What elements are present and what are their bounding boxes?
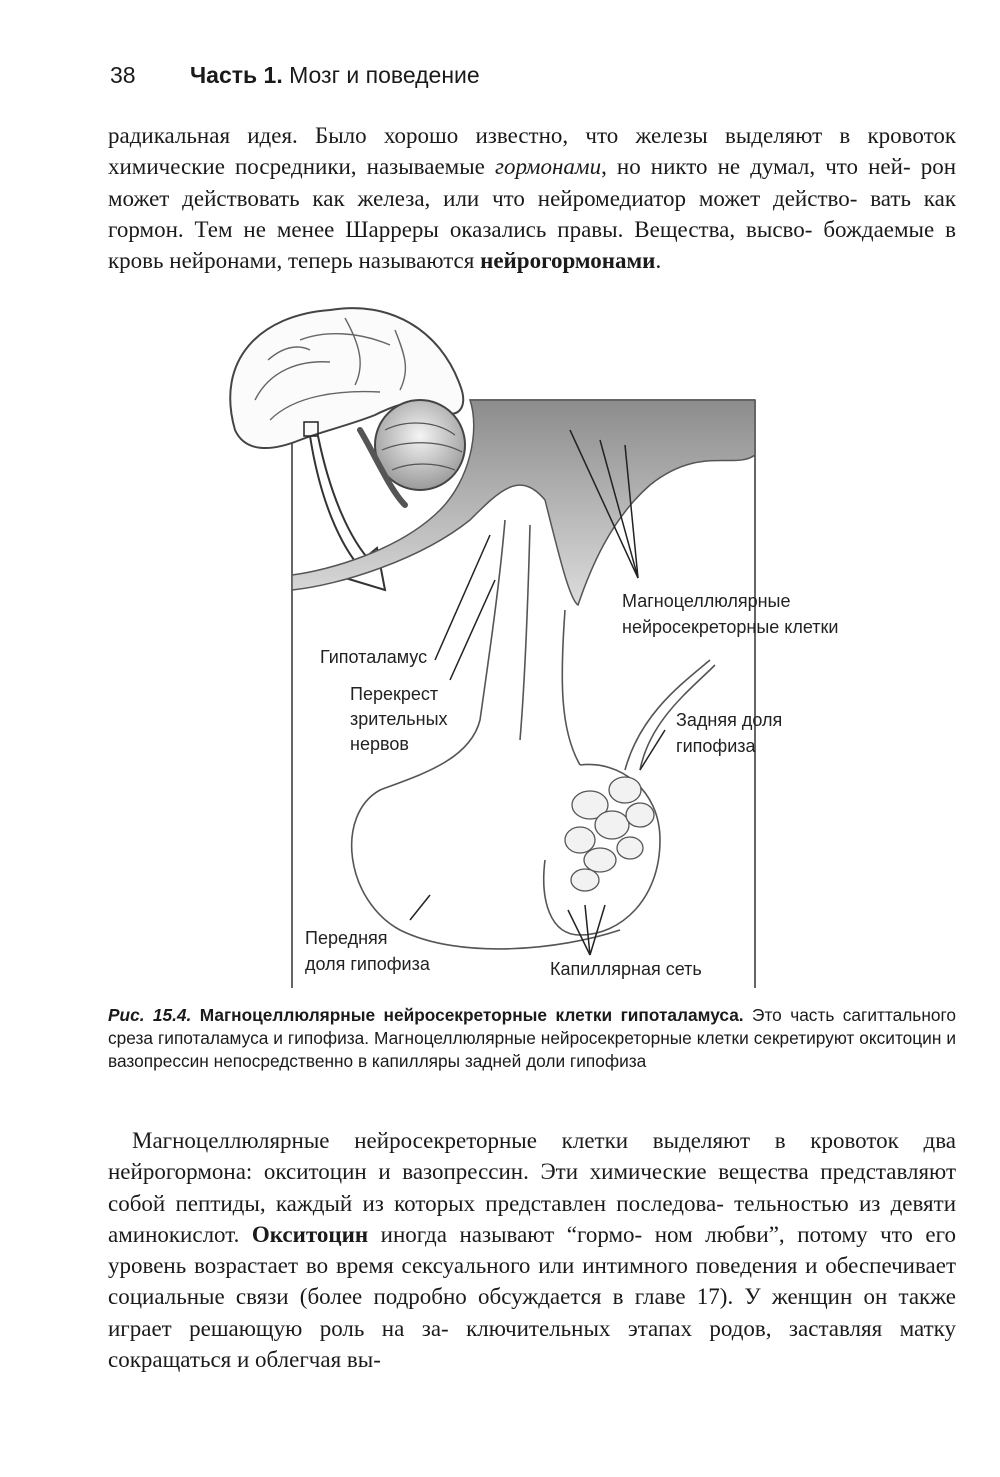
text-line: ном любви”, потому что его уровень возрастает во время сексуального или [108, 1221, 956, 1279]
text-line: тельностью из девяти аминокислот. [108, 1190, 956, 1247]
text-line: два нейрогормона: окситоцин и вазопрессин. Эти химические вещества [108, 1128, 957, 1185]
label-magnocellular-1: Магноцеллюлярные [622, 591, 791, 611]
term-hormones: гормонами [494, 154, 602, 180]
label-posterior-lobe-2: гипофиза [676, 736, 756, 756]
capillary-network [565, 777, 654, 891]
label-hypothalamus: Гипоталамус [320, 647, 428, 667]
text-line: рон может действовать как железа, или что нейромедиатор может действо- [108, 154, 957, 211]
text-line: бождаемые в кровь нейронами, теперь называются [108, 216, 957, 274]
caption-number: Рис. 15.4. [108, 1005, 192, 1025]
label-capillary-network: Капиллярная сеть [550, 959, 702, 979]
text-line: радикальная идея. Было хорошо известно, что железы выделяют в кровоток [108, 123, 956, 148]
text-line: ключительных этапах родов, заставляя матку сокращаться и облегчая вы- [108, 1315, 956, 1373]
text-line: интимного поведения и обеспечивает социальные связи (более подробно [108, 1253, 957, 1310]
label-chiasm-1: Перекрест [350, 684, 439, 704]
caption-text: Это часть сагиттального среза гипоталамуса и гипофиза. Магноцеллюлярные нейросекреторные клетки секретируют окситоцин и вазопрессин непосредственно в капилляры задней доли гипофиза [108, 1005, 957, 1071]
part-label: Часть 1. [190, 62, 283, 88]
text-line: химические посредники, называемые [108, 154, 495, 180]
text-line: обсуждается в главе 17). У женщин он также играет решающую роль на за- [108, 1284, 957, 1341]
term-neurohormones: нейрогормонами [480, 248, 656, 274]
text-line: . [655, 248, 662, 274]
paragraph-oxytocin [108, 1125, 956, 1375]
caption-title: Магноцеллюлярные нейросекреторные клетки гипоталамуса. [199, 1005, 744, 1025]
text-line: представляют собой пептиды, каждый из которых представлен последова- [108, 1159, 956, 1216]
label-chiasm-2: зрительных [350, 709, 448, 729]
label-anterior-lobe-1: Передняя [305, 928, 388, 948]
label-anterior-lobe-2: доля гипофиза [305, 954, 430, 974]
figure-caption [108, 1004, 956, 1073]
chapter-title: Мозг и поведение [289, 62, 480, 88]
label-magnocellular-2: нейросекреторные клетки [622, 617, 839, 637]
page-number: 38 [110, 62, 136, 88]
text-line: иногда называют “гормо- [368, 1221, 643, 1247]
label-posterior-lobe-1: Задняя доля [676, 710, 783, 730]
text-line: , но никто не думал, что ней- [601, 154, 911, 180]
text-line: вать как гормон. Тем не менее Шарреры оказались правы. Вещества, высво- [108, 185, 957, 242]
brain-thumbnail [230, 308, 465, 505]
text-line: Магноцеллюлярные нейросекреторные клетки выделяют в кровоток [132, 1128, 899, 1153]
label-chiasm-3: нервов [350, 734, 409, 754]
term-oxytocin: Окситоцин [251, 1221, 369, 1247]
